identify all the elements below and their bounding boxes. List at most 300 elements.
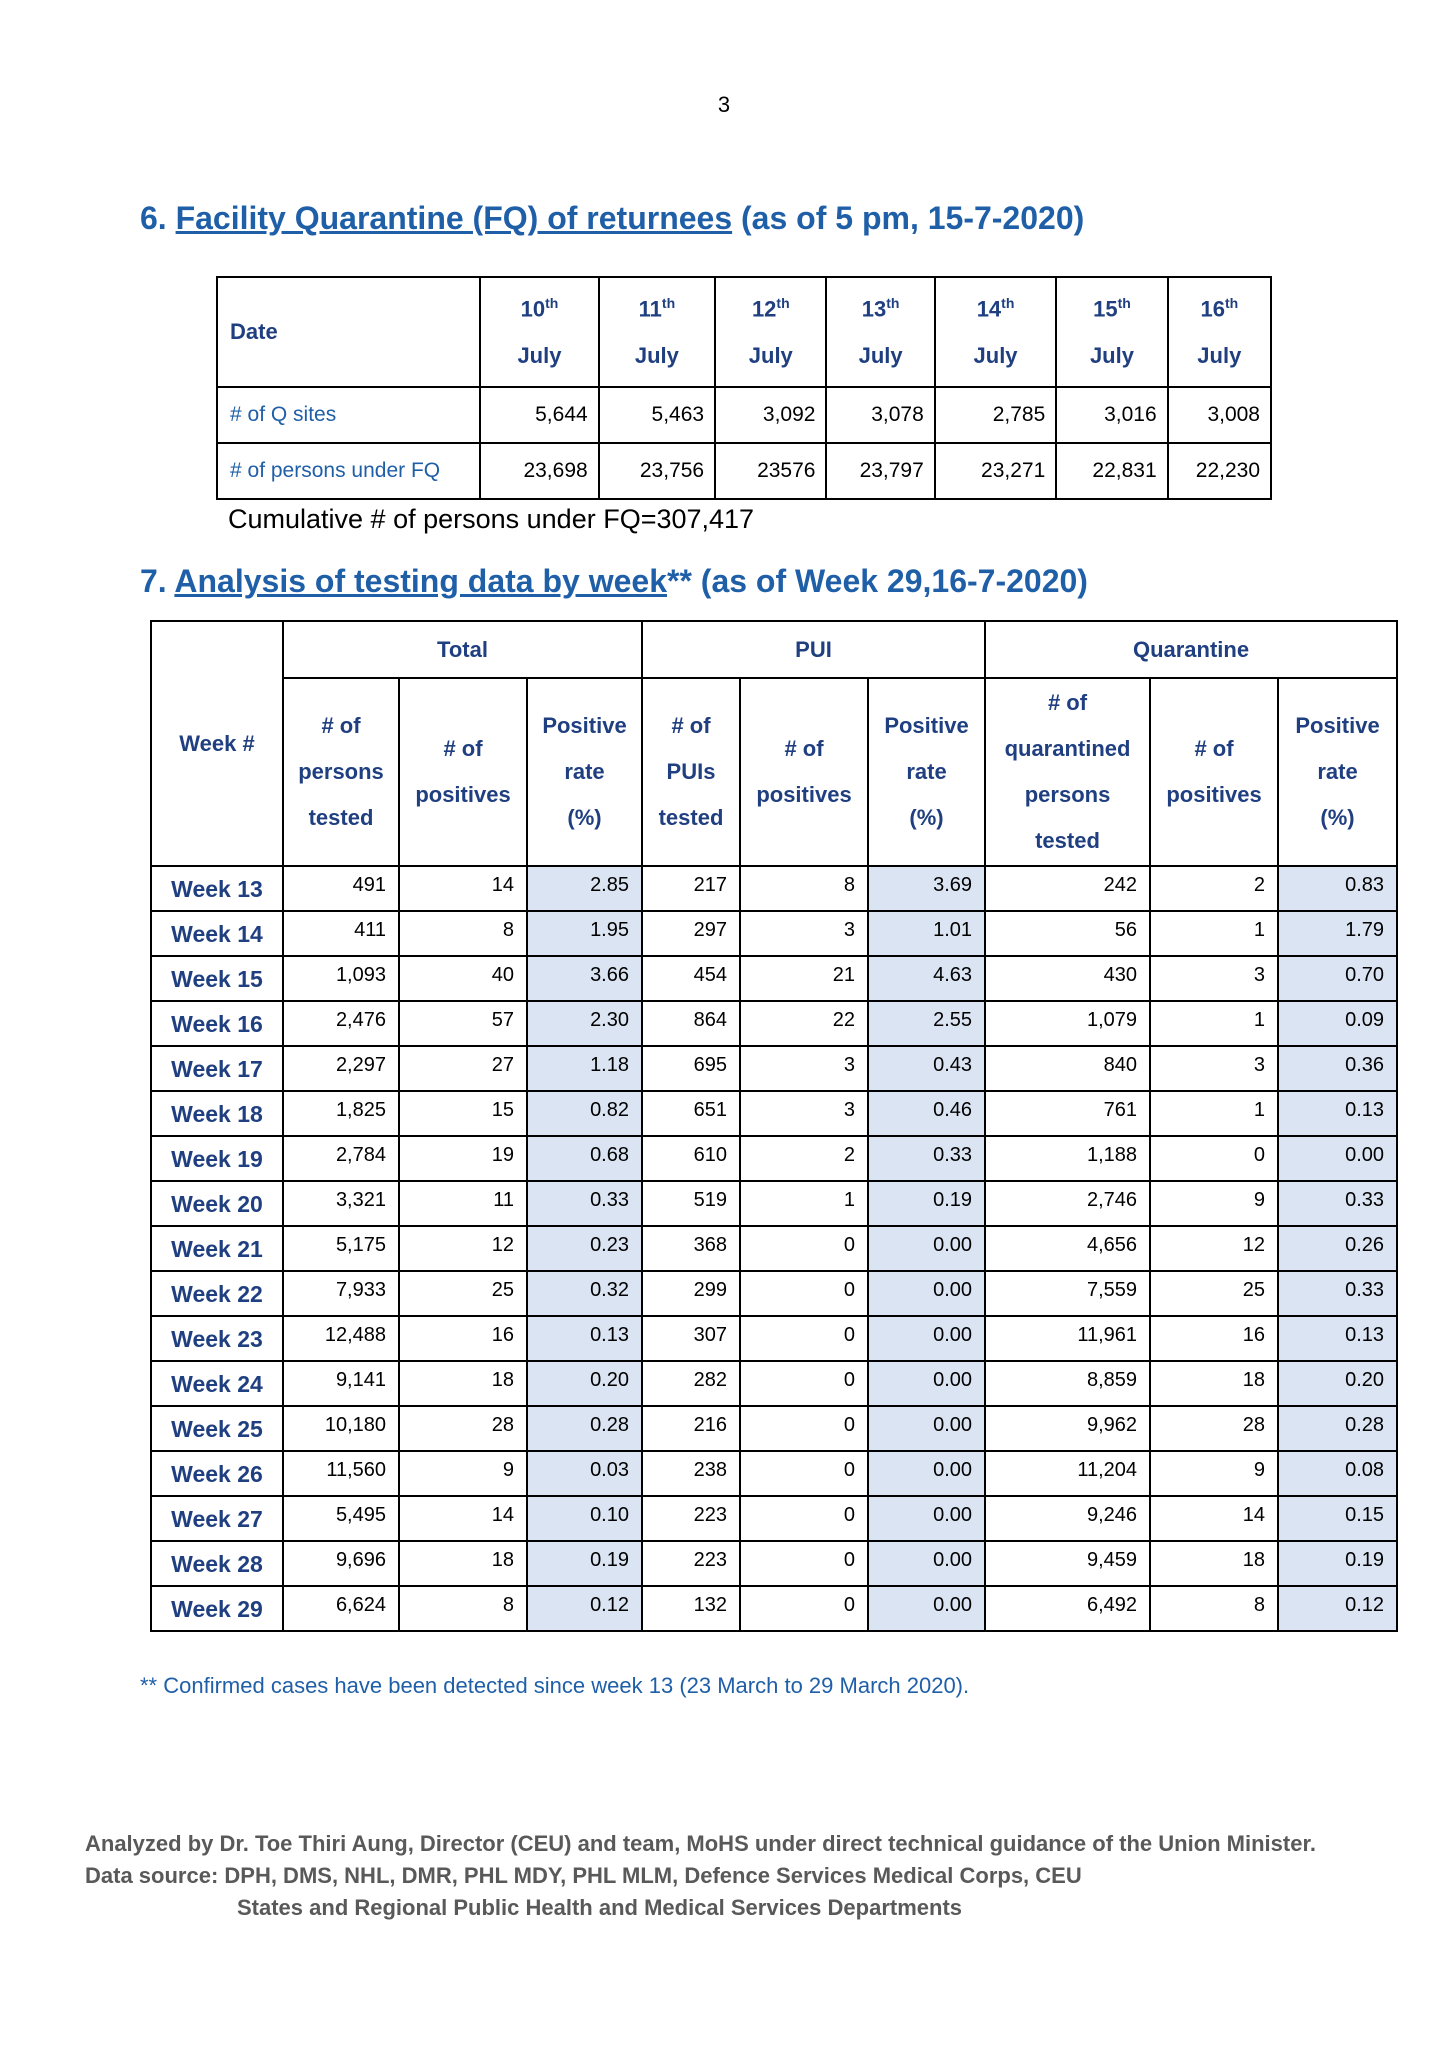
count-cell: 10,180 — [283, 1406, 399, 1451]
count-cell: 519 — [642, 1181, 740, 1226]
positive-rate-cell: 3.69 — [868, 866, 985, 911]
fq-date-day-number: 14 — [976, 296, 1002, 322]
weekly-subheader-line: rate — [906, 759, 947, 784]
count-cell: 14 — [1150, 1496, 1278, 1541]
count-cell: 454 — [642, 956, 740, 1001]
weekly-subheader-line: # of — [443, 736, 483, 761]
positive-rate-cell: 0.15 — [1278, 1496, 1397, 1541]
weekly-subheader-line: PUIs — [666, 759, 716, 784]
fq-date-day-number: 10 — [520, 296, 546, 322]
weekly-row — [151, 1136, 1397, 1181]
count-cell: 19 — [399, 1136, 527, 1181]
count-cell: 651 — [642, 1091, 740, 1136]
weekly-subheader-line: tested — [1035, 828, 1100, 853]
weekly-subheader — [283, 678, 399, 866]
count-cell: 5,175 — [283, 1226, 399, 1271]
fq-cell: 5,463 — [599, 387, 715, 443]
count-cell: 11,560 — [283, 1451, 399, 1496]
count-cell: 2,784 — [283, 1136, 399, 1181]
count-cell: 18 — [399, 1361, 527, 1406]
count-cell: 9 — [1150, 1451, 1278, 1496]
section-6-suffix: (as of 5 pm, 15-7-2020) — [732, 200, 1085, 236]
weekly-group-header-row — [151, 621, 1397, 678]
positive-rate-cell: 0.36 — [1278, 1046, 1397, 1091]
footnote: ** Confirmed cases have been detected since week 13 (23 March to 29 March 2020). — [140, 1673, 970, 1698]
weekly-subheader — [399, 678, 527, 866]
weekly-subheader-line: persons — [1024, 782, 1111, 807]
positive-rate-cell: 0.28 — [527, 1406, 642, 1451]
fq-date-col-header — [715, 277, 826, 387]
count-cell: 3 — [740, 911, 868, 956]
count-cell: 28 — [1150, 1406, 1278, 1451]
week-header: Week # — [151, 621, 283, 866]
fq-date-day-suffix: th — [661, 295, 676, 312]
weekly-subheader-line: # of — [1047, 690, 1088, 715]
positive-rate-cell: 0.26 — [1278, 1226, 1397, 1271]
count-cell: 16 — [399, 1316, 527, 1361]
fq-date-month: July — [973, 342, 1018, 368]
fq-date-col-header — [599, 277, 715, 387]
count-cell: 217 — [642, 866, 740, 911]
fq-date-day — [827, 295, 933, 322]
positive-rate-cell: 0.82 — [527, 1091, 642, 1136]
positive-rate-cell: 0.00 — [868, 1496, 985, 1541]
count-cell: 1,188 — [985, 1136, 1150, 1181]
positive-rate-cell: 0.09 — [1278, 1001, 1397, 1046]
count-cell: 22 — [740, 1001, 868, 1046]
week-label: Week 15 — [151, 956, 283, 1001]
section-6-heading — [140, 200, 1084, 237]
positive-rate-cell: 0.12 — [1278, 1586, 1397, 1631]
count-cell: 12 — [399, 1226, 527, 1271]
fq-date-day — [600, 295, 714, 322]
section-6-title: Facility Quarantine (FQ) of returnees — [175, 200, 733, 236]
weekly-subheader-line: positives — [1166, 782, 1262, 807]
fq-date-day-number: 13 — [861, 296, 887, 322]
section-7-prefix: 7. — [140, 563, 175, 599]
positive-rate-cell: 0.68 — [527, 1136, 642, 1181]
section-7-suffix: ** (as of Week 29,16-7-2020) — [666, 563, 1088, 599]
fq-date-month: July — [517, 342, 562, 368]
count-cell: 0 — [740, 1406, 868, 1451]
count-cell: 27 — [399, 1046, 527, 1091]
count-cell: 9 — [399, 1451, 527, 1496]
positive-rate-cell: 0.70 — [1278, 956, 1397, 1001]
week-label: Week 26 — [151, 1451, 283, 1496]
weekly-row — [151, 866, 1397, 911]
weekly-subheader-line: Positive — [1295, 713, 1380, 738]
weekly-subheader — [642, 678, 740, 866]
fq-row — [217, 443, 1271, 499]
footer-analyzed-by: Analyzed by Dr. Toe Thiri Aung, Director (CEU) and team, MoHS under direct technical guidance of the Union Minister. — [85, 1831, 1316, 1856]
section-7-title: Analysis of testing data by week — [174, 563, 667, 599]
positive-rate-cell: 2.30 — [527, 1001, 642, 1046]
positive-rate-cell: 0.33 — [868, 1136, 985, 1181]
weekly-subheader-line: (%) — [1320, 805, 1355, 830]
weekly-row — [151, 1001, 1397, 1046]
count-cell: 12,488 — [283, 1316, 399, 1361]
weekly-row — [151, 1541, 1397, 1586]
count-cell: 7,559 — [985, 1271, 1150, 1316]
weekly-subheader — [740, 678, 868, 866]
weekly-testing-table — [150, 620, 1398, 1632]
count-cell: 0 — [740, 1496, 868, 1541]
weekly-subheader-line: (%) — [567, 805, 602, 830]
count-cell: 0 — [740, 1361, 868, 1406]
positive-rate-cell: 2.85 — [527, 866, 642, 911]
positive-rate-cell: 4.63 — [868, 956, 985, 1001]
fq-date-day — [716, 295, 825, 322]
week-label: Week 13 — [151, 866, 283, 911]
fq-cell: 3,016 — [1056, 387, 1167, 443]
count-cell: 223 — [642, 1541, 740, 1586]
positive-rate-cell: 0.19 — [868, 1181, 985, 1226]
count-cell: 223 — [642, 1496, 740, 1541]
count-cell: 7,933 — [283, 1271, 399, 1316]
fq-date-month: July — [858, 342, 903, 368]
weekly-row — [151, 911, 1397, 956]
positive-rate-cell: 2.55 — [868, 1001, 985, 1046]
count-cell: 430 — [985, 956, 1150, 1001]
week-label: Week 19 — [151, 1136, 283, 1181]
count-cell: 8 — [399, 1586, 527, 1631]
count-cell: 9,141 — [283, 1361, 399, 1406]
count-cell: 0 — [740, 1541, 868, 1586]
count-cell: 1 — [1150, 1001, 1278, 1046]
count-cell: 14 — [399, 1496, 527, 1541]
footer — [85, 1828, 1316, 1924]
week-label: Week 27 — [151, 1496, 283, 1541]
positive-rate-cell: 0.00 — [868, 1541, 985, 1586]
fq-date-day-number: 11 — [638, 296, 662, 322]
weekly-subheader-line: rate — [564, 759, 605, 784]
count-cell: 491 — [283, 866, 399, 911]
positive-rate-cell: 0.00 — [868, 1451, 985, 1496]
count-cell: 56 — [985, 911, 1150, 956]
week-label: Week 23 — [151, 1316, 283, 1361]
count-cell: 14 — [399, 866, 527, 911]
count-cell: 216 — [642, 1406, 740, 1451]
fq-date-day — [1057, 295, 1166, 322]
count-cell: 18 — [399, 1541, 527, 1586]
fq-cell: 3,078 — [826, 387, 934, 443]
weekly-subheader — [985, 678, 1150, 866]
count-cell: 9,459 — [985, 1541, 1150, 1586]
count-cell: 28 — [399, 1406, 527, 1451]
weekly-subheader-line: positives — [756, 782, 852, 807]
fq-date-day — [936, 295, 1055, 322]
group-header-quarantine: Quarantine — [985, 621, 1397, 678]
fq-cell: 23576 — [715, 443, 826, 499]
positive-rate-cell: 0.12 — [527, 1586, 642, 1631]
fq-date-day-suffix: th — [545, 295, 559, 312]
weekly-body — [151, 866, 1397, 1631]
count-cell: 9,962 — [985, 1406, 1150, 1451]
count-cell: 2,476 — [283, 1001, 399, 1046]
week-label: Week 17 — [151, 1046, 283, 1091]
count-cell: 8 — [399, 911, 527, 956]
fq-date-day — [1169, 295, 1270, 322]
fq-table — [216, 276, 1272, 500]
week-label: Week 24 — [151, 1361, 283, 1406]
fq-date-day — [481, 295, 597, 322]
count-cell: 242 — [985, 866, 1150, 911]
section-7-heading — [140, 563, 1088, 600]
positive-rate-cell: 0.20 — [1278, 1361, 1397, 1406]
positive-rate-cell: 3.66 — [527, 956, 642, 1001]
positive-rate-cell: 0.28 — [1278, 1406, 1397, 1451]
fq-cell: 3,008 — [1168, 387, 1271, 443]
count-cell: 8 — [740, 866, 868, 911]
fq-cell: 2,785 — [935, 387, 1056, 443]
fq-row — [217, 387, 1271, 443]
week-label: Week 18 — [151, 1091, 283, 1136]
fq-date-month: July — [1197, 342, 1242, 368]
count-cell: 6,624 — [283, 1586, 399, 1631]
positive-rate-cell: 0.83 — [1278, 866, 1397, 911]
count-cell: 238 — [642, 1451, 740, 1496]
weekly-subheader-line: quarantined — [1004, 736, 1131, 761]
fq-date-month: July — [1089, 342, 1134, 368]
weekly-row — [151, 1271, 1397, 1316]
count-cell: 40 — [399, 956, 527, 1001]
count-cell: 695 — [642, 1046, 740, 1091]
fq-date-col-header — [826, 277, 934, 387]
positive-rate-cell: 1.01 — [868, 911, 985, 956]
page-number: 3 — [717, 92, 731, 117]
weekly-row — [151, 1181, 1397, 1226]
fq-date-day-number: 12 — [751, 296, 777, 322]
count-cell: 15 — [399, 1091, 527, 1136]
weekly-subheader — [527, 678, 642, 866]
group-header-pui: PUI — [642, 621, 985, 678]
fq-row-label: # of persons under FQ — [217, 443, 480, 499]
week-label: Week 28 — [151, 1541, 283, 1586]
count-cell: 2 — [1150, 866, 1278, 911]
positive-rate-cell: 0.10 — [527, 1496, 642, 1541]
positive-rate-cell: 0.00 — [868, 1406, 985, 1451]
count-cell: 57 — [399, 1001, 527, 1046]
weekly-subheader-line: (%) — [909, 805, 944, 830]
week-label: Week 25 — [151, 1406, 283, 1451]
fq-date-col-header — [935, 277, 1056, 387]
count-cell: 1 — [740, 1181, 868, 1226]
fq-cell: 22,230 — [1168, 443, 1271, 499]
count-cell: 0 — [740, 1451, 868, 1496]
weekly-subheader-line: # of — [784, 736, 824, 761]
positive-rate-cell: 0.00 — [868, 1586, 985, 1631]
fq-date-day-number: 15 — [1093, 296, 1118, 322]
fq-header-row — [217, 277, 1271, 387]
fq-cell: 23,271 — [935, 443, 1056, 499]
week-label: Week 14 — [151, 911, 283, 956]
positive-rate-cell: 0.13 — [1278, 1091, 1397, 1136]
positive-rate-cell: 0.43 — [868, 1046, 985, 1091]
weekly-row — [151, 1361, 1397, 1406]
count-cell: 2,297 — [283, 1046, 399, 1091]
weekly-subheader — [1150, 678, 1278, 866]
count-cell: 610 — [642, 1136, 740, 1181]
cumulative-fq: Cumulative # of persons under FQ=307,417 — [228, 504, 755, 534]
count-cell: 25 — [399, 1271, 527, 1316]
weekly-subheader-line: # of — [671, 713, 711, 738]
weekly-row — [151, 1091, 1397, 1136]
count-cell: 307 — [642, 1316, 740, 1361]
positive-rate-cell: 0.33 — [527, 1181, 642, 1226]
week-label: Week 29 — [151, 1586, 283, 1631]
count-cell: 132 — [642, 1586, 740, 1631]
fq-cell: 3,092 — [715, 387, 826, 443]
fq-date-day-number: 16 — [1200, 296, 1225, 322]
count-cell: 299 — [642, 1271, 740, 1316]
positive-rate-cell: 0.32 — [527, 1271, 642, 1316]
positive-rate-cell: 0.00 — [868, 1271, 985, 1316]
count-cell: 1 — [1150, 1091, 1278, 1136]
fq-date-month: July — [748, 342, 793, 368]
positive-rate-cell: 0.03 — [527, 1451, 642, 1496]
count-cell: 9,696 — [283, 1541, 399, 1586]
positive-rate-cell: 0.00 — [1278, 1136, 1397, 1181]
weekly-row — [151, 1316, 1397, 1361]
weekly-row — [151, 1406, 1397, 1451]
count-cell: 5,495 — [283, 1496, 399, 1541]
count-cell: 3 — [740, 1046, 868, 1091]
footer-data-source-cont: States and Regional Public Health and Medical Services Departments — [237, 1895, 963, 1920]
positive-rate-cell: 1.95 — [527, 911, 642, 956]
count-cell: 1,825 — [283, 1091, 399, 1136]
weekly-subheader — [868, 678, 985, 866]
count-cell: 2,746 — [985, 1181, 1150, 1226]
week-label: Week 16 — [151, 1001, 283, 1046]
count-cell: 297 — [642, 911, 740, 956]
fq-cell: 5,644 — [480, 387, 598, 443]
fq-row-label: # of Q sites — [217, 387, 480, 443]
fq-date-col-header — [1168, 277, 1271, 387]
count-cell: 9,246 — [985, 1496, 1150, 1541]
group-header-total: Total — [283, 621, 642, 678]
weekly-subheader-line: Positive — [542, 713, 627, 738]
fq-cell: 22,831 — [1056, 443, 1167, 499]
section-6-prefix: 6. — [140, 200, 176, 236]
count-cell: 411 — [283, 911, 399, 956]
count-cell: 18 — [1150, 1541, 1278, 1586]
fq-cell: 23,756 — [599, 443, 715, 499]
count-cell: 282 — [642, 1361, 740, 1406]
count-cell: 8 — [1150, 1586, 1278, 1631]
weekly-subheader-line: tested — [658, 805, 724, 830]
count-cell: 9 — [1150, 1181, 1278, 1226]
count-cell: 25 — [1150, 1271, 1278, 1316]
count-cell: 2 — [740, 1136, 868, 1181]
count-cell: 1,079 — [985, 1001, 1150, 1046]
count-cell: 0 — [740, 1316, 868, 1361]
count-cell: 4,656 — [985, 1226, 1150, 1271]
count-cell: 6,492 — [985, 1586, 1150, 1631]
count-cell: 761 — [985, 1091, 1150, 1136]
weekly-subheader-line: positives — [415, 782, 511, 807]
weekly-subheader-line: persons — [298, 759, 384, 784]
positive-rate-cell: 0.13 — [1278, 1316, 1397, 1361]
count-cell: 0 — [1150, 1136, 1278, 1181]
count-cell: 11 — [399, 1181, 527, 1226]
count-cell: 0 — [740, 1586, 868, 1631]
count-cell: 3 — [740, 1091, 868, 1136]
fq-date-day-suffix: th — [1001, 295, 1015, 312]
count-cell: 8,859 — [985, 1361, 1150, 1406]
weekly-row — [151, 1451, 1397, 1496]
count-cell: 16 — [1150, 1316, 1278, 1361]
footer-data-source: Data source: DPH, DMS, NHL, DMR, PHL MDY, PHL MLM, Defence Services Medical Corps, CEU — [85, 1863, 1082, 1888]
count-cell: 1,093 — [283, 956, 399, 1001]
count-cell: 12 — [1150, 1226, 1278, 1271]
weekly-row — [151, 1496, 1397, 1541]
positive-rate-cell: 1.79 — [1278, 911, 1397, 956]
positive-rate-cell: 0.00 — [868, 1361, 985, 1406]
positive-rate-cell: 0.19 — [1278, 1541, 1397, 1586]
week-label: Week 22 — [151, 1271, 283, 1316]
positive-rate-cell: 0.33 — [1278, 1271, 1397, 1316]
count-cell: 11,961 — [985, 1316, 1150, 1361]
positive-rate-cell: 0.23 — [527, 1226, 642, 1271]
fq-date-month: July — [634, 342, 679, 368]
weekly-subheader-line: # of — [1194, 736, 1234, 761]
count-cell: 1 — [1150, 911, 1278, 956]
weekly-row — [151, 1226, 1397, 1271]
count-cell: 840 — [985, 1046, 1150, 1091]
fq-body — [217, 387, 1271, 499]
count-cell: 3,321 — [283, 1181, 399, 1226]
fq-date-day-suffix: th — [1117, 295, 1131, 312]
count-cell: 18 — [1150, 1361, 1278, 1406]
week-label: Week 21 — [151, 1226, 283, 1271]
weekly-subheader-row — [151, 678, 1397, 866]
positive-rate-cell: 1.18 — [527, 1046, 642, 1091]
count-cell: 3 — [1150, 956, 1278, 1001]
count-cell: 368 — [642, 1226, 740, 1271]
positive-rate-cell: 0.08 — [1278, 1451, 1397, 1496]
week-label: Week 20 — [151, 1181, 283, 1226]
count-cell: 11,204 — [985, 1451, 1150, 1496]
fq-date-day-suffix: th — [1224, 295, 1239, 312]
positive-rate-cell: 0.13 — [527, 1316, 642, 1361]
positive-rate-cell: 0.33 — [1278, 1181, 1397, 1226]
weekly-row — [151, 956, 1397, 1001]
count-cell: 0 — [740, 1271, 868, 1316]
fq-date-day-suffix: th — [886, 295, 900, 312]
fq-date-col-header — [1056, 277, 1167, 387]
positive-rate-cell: 0.20 — [527, 1361, 642, 1406]
positive-rate-cell: 0.19 — [527, 1541, 642, 1586]
weekly-row — [151, 1586, 1397, 1631]
weekly-row — [151, 1046, 1397, 1091]
weekly-subheader-line: rate — [1317, 759, 1358, 784]
positive-rate-cell: 0.00 — [868, 1316, 985, 1361]
weekly-subheader-line: # of — [321, 713, 361, 738]
fq-date-header: Date — [217, 277, 480, 387]
fq-cell: 23,698 — [480, 443, 598, 499]
count-cell: 864 — [642, 1001, 740, 1046]
positive-rate-cell: 0.46 — [868, 1091, 985, 1136]
count-cell: 3 — [1150, 1046, 1278, 1091]
fq-date-col-header — [480, 277, 598, 387]
fq-cell: 23,797 — [826, 443, 934, 499]
weekly-subheader-line: tested — [308, 805, 374, 830]
count-cell: 21 — [740, 956, 868, 1001]
fq-date-day-suffix: th — [776, 295, 790, 312]
count-cell: 0 — [740, 1226, 868, 1271]
weekly-subheader — [1278, 678, 1397, 866]
weekly-subheader-line: Positive — [884, 713, 969, 738]
